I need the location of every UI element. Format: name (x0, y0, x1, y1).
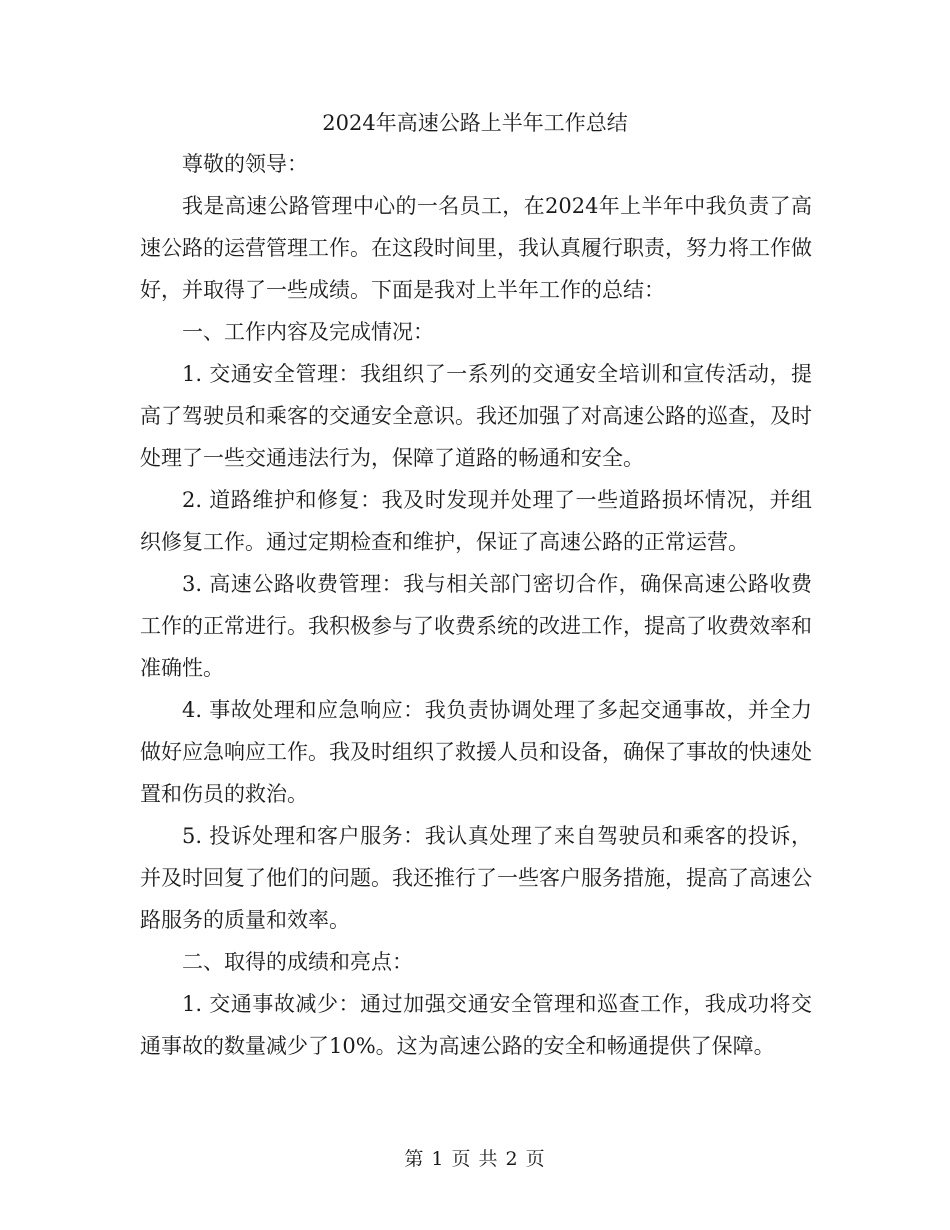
intro-paragraph: 我是高速公路管理中心的一名员工，在2024年上半年中我负责了高速公路的运营管理工作。在这段时间里，我认真履行职责，努力将工作做好，并取得了一些成绩。下面是我对上半年工作的总结： (140, 194, 812, 302)
item-toll-management: 3. 高速公路收费管理：我与相关部门密切合作，确保高速公路收费工作的正常进行。我积极参与了收费系统的改进工作，提高了收费效率和准确性。 (140, 572, 812, 680)
section-heading-1: 一、工作内容及完成情况： (182, 320, 434, 344)
section-heading-2: 二、取得的成绩和亮点： (182, 950, 413, 974)
document-body (140, 143, 812, 1067)
item-customer-service: 5. 投诉处理和客户服务：我认真处理了来自驾驶员和乘客的投诉，并及时回复了他们的问题。我还推行了一些客户服务措施，提高了高速公路服务的质量和效率。 (140, 824, 812, 932)
document-title: 2024年高速公路上半年工作总结 (322, 111, 628, 135)
item-traffic-safety: 1. 交通安全管理：我组织了一系列的交通安全培训和宣传活动，提高了驾驶员和乘客的交通安全意识。我还加强了对高速公路的巡查，及时处理了一些交通违法行为，保障了道路的畅通和安全。 (140, 362, 812, 470)
item-road-maintenance: 2. 道路维护和修复：我及时发现并处理了一些道路损坏情况，并组织修复工作。通过定期检查和维护，保证了高速公路的正常运营。 (140, 488, 812, 554)
page-footer: 第 1 页 共 2 页 (404, 1148, 546, 1170)
salutation: 尊敬的领导： (182, 152, 308, 176)
item-accident-reduction: 1. 交通事故减少：通过加强交通安全管理和巡查工作，我成功将交通事故的数量减少了10%。这为高速公路的安全和畅通提供了保障。 (140, 992, 812, 1058)
item-accident-response: 4. 事故处理和应急响应：我负责协调处理了多起交通事故，并全力做好应急响应工作。我及时组织了救援人员和设备，确保了事故的快速处置和伤员的救治。 (140, 698, 812, 806)
